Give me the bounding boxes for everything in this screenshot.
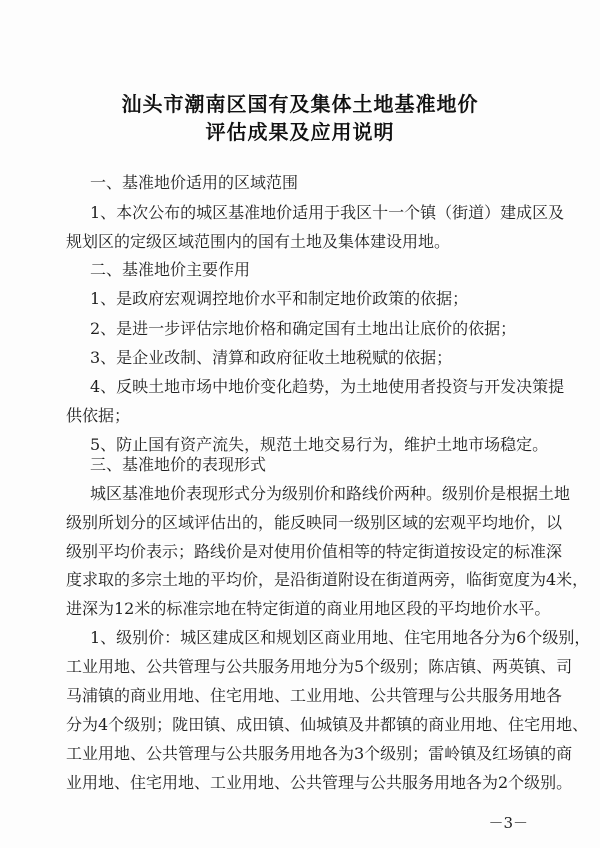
text-line: 工业用地、公共管理与公共服务用地各为3个级别；雷岭镇及红场镇的商 xyxy=(66,744,573,763)
text-line: 1、本次公布的城区基准地价适用于我区十一个镇（街道）建成区及 xyxy=(90,203,565,222)
text-line: 规划区的定级区域范围内的国有土地及集体建设用地。 xyxy=(66,232,451,251)
text-line: 供依据； xyxy=(66,406,131,425)
text-line: 城区基准地价表现形式分为级别价和路线价两种。级别价是根据土地 xyxy=(90,484,571,503)
text-line: 4、反映土地市场中地价变化趋势，为土地使用者投资与开发决策提 xyxy=(90,377,565,396)
page-number: －3－ xyxy=(488,814,528,832)
text-line: 1、级别价：城区建成区和规划区商业用地、住宅用地各分为6个级别， xyxy=(90,628,591,647)
text-line: 3、是企业改制、清算和政府征收土地税赋的依据； xyxy=(90,348,453,367)
text-line: 马浦镇的商业用地、住宅用地、工业用地、公共管理与公共服务用地各 xyxy=(66,686,563,705)
text-line: 2、是进一步评估宗地价格和确定国有土地出让底价的依据； xyxy=(90,319,517,338)
text-line: 业用地、住宅用地、工业用地、公共管理与公共服务用地各为2个级别。 xyxy=(66,773,573,792)
text-line: 1、是政府宏观调控地价水平和制定地价政策的依据； xyxy=(90,289,469,308)
text-line: 级别平均价表示；路线价是对使用价值相等的特定街道按设定的标准深 xyxy=(66,542,563,561)
text-line: 级别所划分的区域评估出的，能反映同一级别区域的宏观平均地价，以 xyxy=(66,513,563,532)
text-line: 度求取的多宗土地的平均价，是沿街道附设在街道两旁，临街宽度为4米， xyxy=(66,570,589,589)
document-title-line-1: 汕头市潮南区国有及集体土地基准地价 xyxy=(121,92,479,116)
text-line: 进深为12米的标准宗地在特定街道的商业用地区段的平均地价水平。 xyxy=(66,599,551,618)
text-line: 二、基准地价主要作用 xyxy=(90,260,251,279)
text-line: 一、基准地价适用的区域范围 xyxy=(90,173,299,192)
text-line: 分为4个级别；陇田镇、成田镇、仙城镇及井都镇的商业用地、住宅用地、 xyxy=(66,715,589,734)
document-title-line-2: 评估成果及应用说明 xyxy=(205,120,395,144)
text-line: 工业用地、公共管理与公共服务用地分为5个级别；陈店镇、两英镇、司 xyxy=(66,657,573,676)
text-line: 三、基准地价的表现形式 xyxy=(90,455,267,474)
text-line: 5、防止国有资产流失，规范土地交易行为，维护土地市场稳定。 xyxy=(90,435,549,454)
